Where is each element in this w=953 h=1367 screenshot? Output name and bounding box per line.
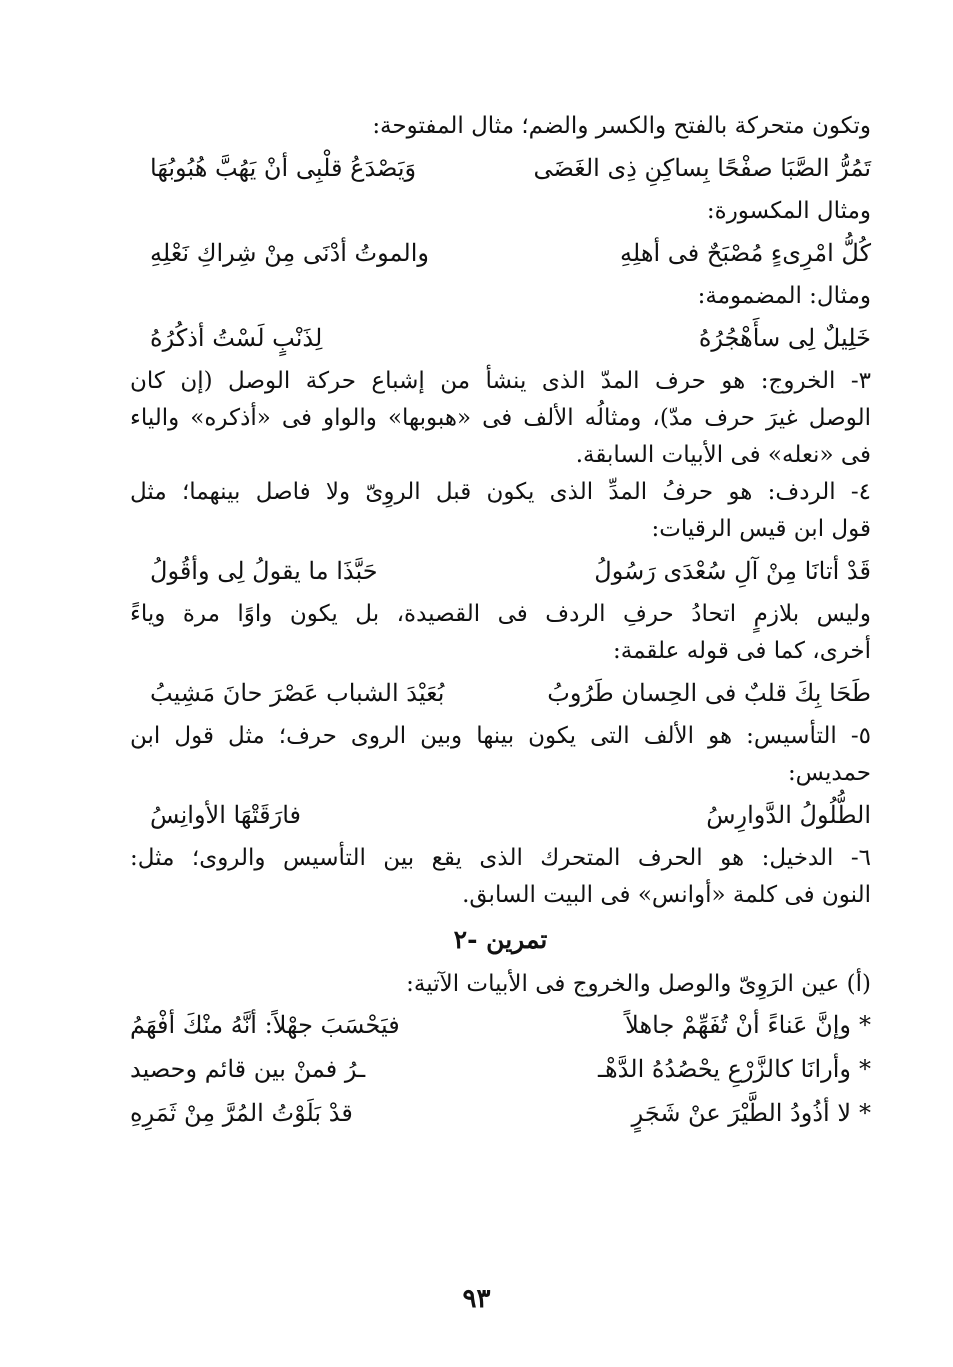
exercise-title: تمرين -٢: [453, 925, 548, 954]
paragraph-dakhil-line-2: النون فى كلمة «أوانس» فى البيت السابق.: [462, 882, 871, 908]
exercise-verse-2-second-hemistich: ـرُ فمنْ بين قائم وحصيد: [130, 1055, 366, 1083]
page-body: [130, 108, 871, 1135]
verse-2-second-hemistich: والموتُ أدْنَى مِنْ شِراكِ نَعْلِهِ: [150, 239, 429, 267]
verse-1-second-hemistich: وَيَصْدَعُ قلْبِى أنْ يَهُبَّ هُبُوبُهَا: [150, 154, 417, 182]
paragraph-ridf-line-2: قول ابن قيس الرقيات:: [651, 516, 871, 542]
exercise-verse-1-first-hemistich: *وإنَّ عَناءً أنْ تُفَهِّمْ جاهلاً: [625, 1011, 871, 1039]
paragraph-khuruj-line-2: الوصل غيرَ حرف مدّ)، ومثالُه الألف فى «هبوبها» والواو فى «أذكره» والياء: [130, 405, 871, 431]
verse-4-first-hemistich: قَدْ أتانَا مِنْ آلِ سُعْدَى رَسُولُ: [594, 557, 871, 585]
verse-2-first-hemistich: كُلُّ امْرِىءٍ مُصْبَحٌ فى أهلِهِ: [620, 239, 871, 267]
paragraph-damma-label: ومثال: المضمومة:: [697, 283, 871, 309]
bullet-star-icon: *: [859, 1099, 871, 1127]
paragraph-kasra-label: ومثال المكسورة:: [706, 198, 871, 224]
page-number: ٩٣: [462, 1284, 491, 1314]
paragraph-tasis-line-2: حمديس:: [787, 760, 871, 786]
paragraph-dakhil-line-1: ٦- الدخيل: هو الحرف المتحرك الذى يقع بين التأسيس والروى؛ مثل:: [130, 845, 871, 871]
verse-1-first-hemistich: تَمُرُّ الصَّبَا صفْحًا بِساكِنِ ذِى الغَضَى: [533, 154, 871, 182]
paragraph-intro: وتكون متحركة بالفتح والكسر والضم؛ مثال المفتوحة:: [372, 113, 871, 139]
exercise-verse-3: [130, 1091, 871, 1135]
exercise-verse-1: [130, 1003, 871, 1047]
verse-4: [130, 550, 871, 592]
verse-2: [130, 232, 871, 274]
verse-6-second-hemistich: فارَقَتْهَا الأوانِسُ: [150, 801, 301, 829]
paragraph-ridf-line-4: أخرى، كما فى قوله علقمة:: [613, 638, 871, 664]
paragraph-tasis-line-1: ٥- التأسيس: هو الألف التى يكون بينها وبين الروى حرف؛ مثل قول ابن: [130, 723, 871, 749]
exercise-instruction: (أ) عين الرَوِىّ والوصل والخروج فى الأبيات الآتية:: [406, 971, 871, 997]
exercise-verse-1-second-hemistich: فيَحْسَبَ جهْلاً: أنَّهُ منْكَ أفْهَمُ: [130, 1011, 400, 1039]
verse-6: [130, 794, 871, 836]
paragraph-khuruj-line-3: فى «نعله» فى الأبيات السابقة.: [575, 442, 871, 468]
bullet-star-icon: *: [859, 1055, 871, 1083]
exercise-verse-3-second-hemistich: قدْ بَلَوْتُ المُرَّ مِنْ ثَمَرِهِ: [130, 1099, 353, 1127]
exercise-verse-2: [130, 1047, 871, 1091]
paragraph-khuruj-line-1: ٣- الخروج: هو حرف المدّ الذى ينشأ من إشباع حركة الوصل (إن كان: [130, 368, 871, 394]
exercise-verse-2-first-hemistich: *وأرانَا كالزَّرْعِ يحْصُدُهُ الدَّهْـ: [597, 1055, 871, 1083]
verse-5-first-hemistich: طَحَا بِكَ قلبٌ فى الحِسان طَرُوبُ: [547, 679, 871, 707]
verse-3-second-hemistich: لِذَنْبٍ لَسْتُ أذكُرُهُ: [150, 324, 323, 352]
verse-6-first-hemistich: الطُّلُولُ الدَّوارِسُ: [706, 801, 871, 829]
verse-3: [130, 317, 871, 359]
exercise-verse-3-first-hemistich: *لا أذُودُ الطَّيْرَ عنْ شَجَرٍ: [631, 1099, 871, 1127]
paragraph-ridf-line-3: وليس بلازمٍ اتحادُ حرفِ الردف فى القصيدة، بل يكون واوًا مرة وياءً: [130, 601, 871, 627]
verse-5-second-hemistich: بُعَيْدَ الشباب عَصْرَ حانَ مَشِيبُ: [150, 679, 445, 707]
bullet-star-icon: *: [859, 1011, 871, 1039]
verse-5: [130, 672, 871, 714]
verse-3-first-hemistich: خَلِيلٌ لِى سأَهْجُرُهُ: [698, 324, 871, 352]
paragraph-ridf-line-1: ٤- الردف: هو حرفُ المدِّ الذى يكون قبل الروِىّ ولا فاصل بينهما؛ مثل: [130, 479, 871, 505]
verse-4-second-hemistich: حَبَّذَا ما يقولُ لِى وأقُولُ: [150, 557, 378, 585]
verse-1: [130, 147, 871, 189]
